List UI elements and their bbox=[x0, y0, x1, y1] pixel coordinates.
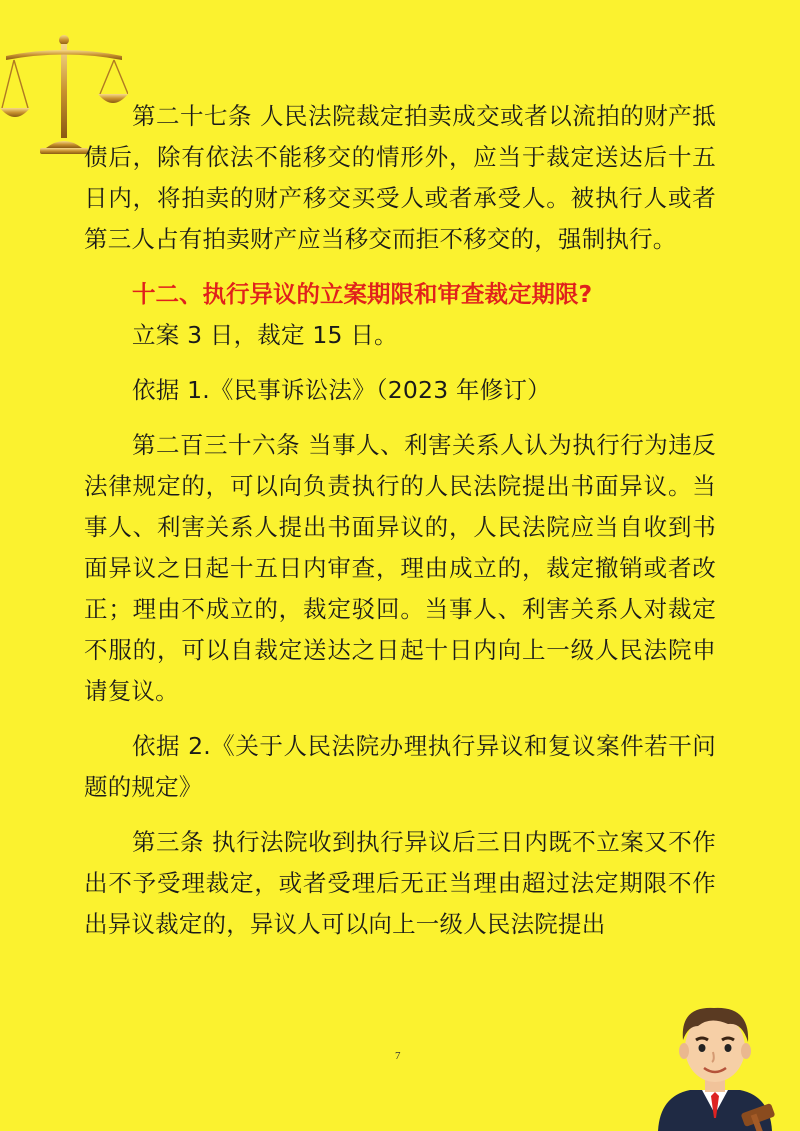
page-number: 7 bbox=[395, 1050, 401, 1062]
article-236-text: 第二百三十六条 当事人、利害关系人认为执行行为违反法律规定的，可以向负责执行的人民法院提出书面异议。当事人、利害关系人提出书面异议的，人民法院应当自收到书面异议之日起十五日内审查，理由成立的，裁定撤销或者改正；理由不成立的，裁定驳回。当事人、利害关系人对裁定不服的，可以自裁定送达之日起十日内向上一级人民法院申请复议。 bbox=[84, 431, 716, 705]
basis-1-title: 依据 1.《民事诉讼法》（2023 年修订） bbox=[132, 376, 551, 404]
answer-text: 立案 3 日，裁定 15 日。 bbox=[132, 321, 398, 349]
article-27-text: 第二十七条 人民法院裁定拍卖成交或者以流拍的财产抵债后，除有依法不能移交的情形外，应当于裁定送达后十五日内，将拍卖的财产移交买受人或者承受人。被执行人或者第三人占有拍卖财产应当移交而拒不移交的，强制执行。 bbox=[84, 102, 716, 253]
basis-2-title: 依据 2.《关于人民法院办理执行异议和复议案件若干问题的规定》 bbox=[84, 732, 716, 801]
section-heading-12: 十二、执行异议的立案期限和审查裁定期限? bbox=[132, 280, 593, 308]
judge-avatar-icon bbox=[650, 996, 780, 1131]
document-body bbox=[84, 96, 716, 945]
article-3-text: 第三条 执行法院收到执行异议后三日内既不立案又不作出不予受理裁定，或者受理后无正当理由超过法定期限不作出异议裁定的，异议人可以向上一级人民法院提出 bbox=[84, 828, 716, 938]
